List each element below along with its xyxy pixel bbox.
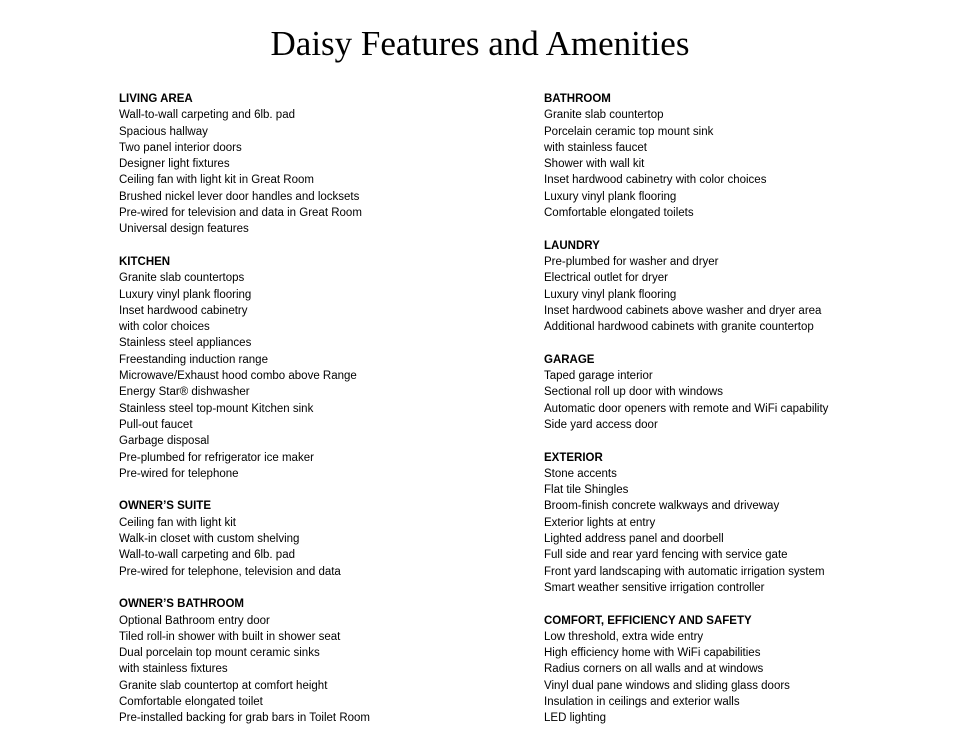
feature-item: Luxury vinyl plank flooring (544, 288, 677, 301)
feature-item: Granite slab countertop at comfort height (119, 679, 328, 692)
feature-item: Pre-plumbed for refrigerator ice maker (119, 451, 314, 464)
feature-item: Vinyl dual pane windows and sliding glass doors (544, 679, 790, 692)
section-heading: GARAGE (544, 353, 595, 366)
feature-item: Smart weather sensitive irrigation controller (544, 581, 765, 594)
section-living-area (119, 91, 519, 238)
section-laundry (544, 238, 954, 336)
feature-item: Walk-in closet with custom shelving (119, 533, 300, 546)
right-column (544, 91, 954, 743)
feature-item: Stainless steel top-mount Kitchen sink (119, 402, 314, 415)
feature-item: Freestanding induction range (119, 353, 268, 366)
section-heading: KITCHEN (119, 255, 171, 268)
section-heading: OWNER’S BATHROOM (119, 598, 245, 611)
section-owner-s-bathroom (119, 596, 519, 726)
feature-item: Energy Star® dishwasher (119, 386, 250, 399)
feature-item: Insulation in ceilings and exterior walls (544, 695, 740, 708)
feature-item: Luxury vinyl plank flooring (544, 190, 677, 203)
feature-list (544, 368, 954, 433)
section-heading: EXTERIOR (544, 451, 603, 464)
feature-item: Brushed nickel lever door handles and locksets (119, 190, 360, 203)
feature-item: Sectional roll up door with windows (544, 386, 723, 399)
feature-item: Taped garage interior (544, 370, 653, 383)
feature-item: Optional Bathroom entry door (119, 614, 270, 627)
feature-item: Lighted address panel and doorbell (544, 533, 724, 546)
feature-list (544, 254, 954, 335)
feature-item: Comfortable elongated toilet (119, 695, 263, 708)
feature-item: Pull-out faucet (119, 418, 193, 431)
feature-item: Microwave/Exhaust hood combo above Range (119, 370, 357, 383)
feature-item: Luxury vinyl plank flooring (119, 288, 252, 301)
feature-item: Electrical outlet for dryer (544, 272, 668, 285)
feature-item: with color choices (119, 321, 210, 334)
feature-item: Porcelain ceramic top mount sink (544, 125, 714, 138)
feature-item: Universal design features (119, 223, 249, 236)
feature-item: Designer light fixtures (119, 158, 230, 171)
section-garage (544, 352, 954, 433)
feature-item: with stainless faucet (544, 141, 647, 154)
feature-item: High efficiency home with WiFi capabilities (544, 647, 761, 660)
feature-item: Full side and rear yard fencing with service gate (544, 549, 788, 562)
feature-item: Tiled roll-in shower with built in shower seat (119, 630, 341, 643)
feature-item: Flat tile Shingles (544, 484, 629, 497)
section-comfort-efficiency-and-safety (544, 613, 954, 727)
section-bathroom (544, 91, 954, 221)
feature-item: Pre-plumbed for washer and dryer (544, 255, 719, 268)
feature-list (544, 629, 954, 727)
feature-item: Inset hardwood cabinetry (119, 304, 248, 317)
feature-list (544, 107, 954, 221)
feature-item: Exterior lights at entry (544, 516, 656, 529)
feature-list (544, 466, 954, 596)
feature-item: Additional hardwood cabinets with granite countertop (544, 321, 814, 334)
feature-item: Granite slab countertop (544, 109, 664, 122)
feature-item: Broom-finish concrete walkways and driveway (544, 500, 780, 513)
section-heading: OWNER’S SUITE (119, 500, 212, 513)
section-exterior (544, 450, 954, 597)
feature-item: with stainless fixtures (119, 663, 228, 676)
section-heading: LAUNDRY (544, 239, 600, 252)
feature-item: Pre-wired for television and data in Great Room (119, 207, 362, 220)
left-column (119, 91, 519, 743)
feature-item: Inset hardwood cabinets above washer and dryer area (544, 304, 822, 317)
feature-item: Ceiling fan with light kit in Great Room (119, 174, 314, 187)
feature-item: Stone accents (544, 467, 617, 480)
feature-item: Wall-to-wall carpeting and 6lb. pad (119, 109, 295, 122)
feature-item: Wall-to-wall carpeting and 6lb. pad (119, 549, 295, 562)
feature-item: Radius corners on all walls and at windows (544, 663, 764, 676)
section-kitchen (119, 254, 519, 482)
feature-list (119, 270, 519, 482)
feature-item: Front yard landscaping with automatic irrigation system (544, 565, 825, 578)
feature-item: Shower with wall kit (544, 158, 645, 171)
feature-item: Spacious hallway (119, 125, 208, 138)
feature-item: Pre-wired for telephone, television and data (119, 565, 341, 578)
section-heading: LIVING AREA (119, 93, 193, 105)
feature-list (119, 613, 519, 727)
section-heading: BATHROOM (544, 93, 611, 105)
feature-item: Comfortable elongated toilets (544, 207, 694, 220)
feature-item: Garbage disposal (119, 435, 210, 448)
section-heading: COMFORT, EFFICIENCY AND SAFETY (544, 614, 752, 627)
feature-item: Side yard access door (544, 418, 658, 431)
feature-item: Stainless steel appliances (119, 337, 252, 350)
page-title: Daisy Features and Amenities (270, 24, 690, 63)
feature-item: Two panel interior doors (119, 141, 242, 154)
feature-item: Ceiling fan with light kit (119, 516, 236, 529)
feature-item: Low threshold, extra wide entry (544, 630, 704, 643)
feature-item: Inset hardwood cabinetry with color choices (544, 174, 767, 187)
feature-item: Pre-installed backing for grab bars in Toilet Room (119, 712, 370, 725)
feature-item: LED lighting (544, 712, 607, 725)
feature-item: Automatic door openers with remote and WiFi capability (544, 402, 829, 415)
feature-list (119, 515, 519, 580)
feature-item: Pre-wired for telephone (119, 467, 239, 480)
feature-item: Dual porcelain top mount ceramic sinks (119, 647, 320, 660)
section-owner-s-suite (119, 498, 519, 579)
feature-list (119, 107, 519, 237)
feature-item: Granite slab countertops (119, 272, 245, 285)
